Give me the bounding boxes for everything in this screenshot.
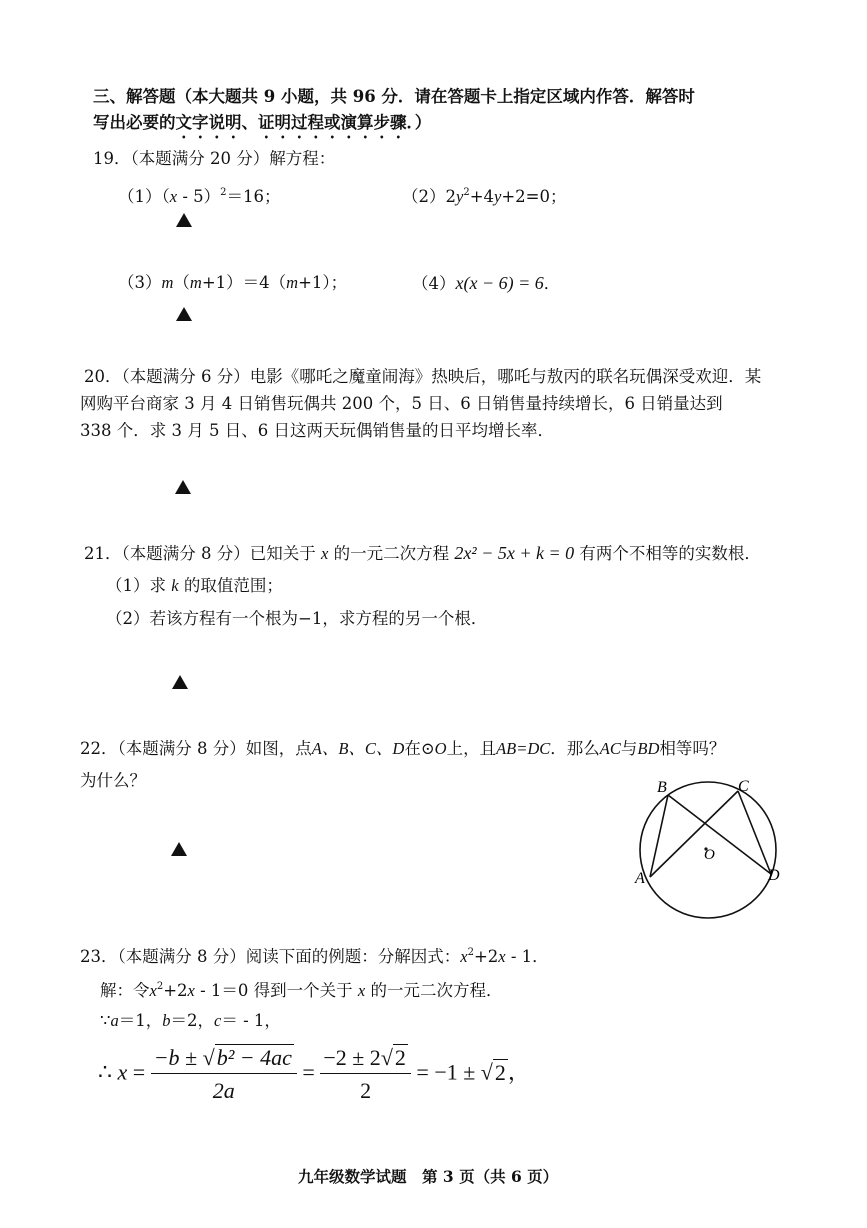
q21-part-1: [106, 575, 283, 597]
q19-p1-var: x: [169, 187, 178, 206]
q19-title: 19．（本题满分 20 分）解方程：: [93, 149, 336, 168]
section-heading-line-2: [93, 112, 431, 142]
label-a: A: [635, 870, 645, 887]
q23-l2-b: +2: [163, 981, 188, 1000]
fraction-numeric-den: 2: [360, 1078, 372, 1103]
q23-line-3: [100, 1010, 281, 1032]
q20-line-1: 20．（本题满分 6 分）电影《哪吒之魔童闹海》热映后，哪吒与敖丙的联名玩偶深受欢迎．某: [84, 367, 762, 386]
q22-l1-d: ．那么: [550, 739, 600, 758]
formula-eq-1: =: [127, 1059, 151, 1085]
answer-triangle-icon: [172, 675, 188, 689]
circle-figure: [620, 770, 800, 930]
fraction-quadratic-den: 2a: [212, 1078, 235, 1103]
segment-ac: [650, 791, 738, 877]
q21-part-2: （2）若该方程有一个根为−1，求方程的另一个根．: [106, 609, 488, 628]
q23-l1-b: +2: [473, 947, 499, 966]
q23-l1-c: - 1．: [505, 947, 549, 966]
q23-l2-c: - 1＝0 得到一个关于: [194, 981, 353, 1000]
q22-line-2: 为什么？: [80, 771, 146, 790]
q23-line-2: [100, 976, 503, 1002]
q19-p3-c: +1）＝4（: [201, 273, 287, 292]
answer-triangle-icon: [176, 213, 192, 227]
q19-p2-b: +4: [469, 187, 495, 206]
q23-l3-cv: c: [214, 1011, 222, 1030]
q19-p3-b: （: [173, 273, 190, 292]
q23-l3-b: ＝1，: [118, 1011, 163, 1030]
q19-p1-b: - 5）: [177, 187, 221, 206]
section-heading-line-1: 三、解答题（本大题共 9 小题，共 96 分．请在答题卡上指定区域内作答．解答时: [93, 87, 695, 106]
q19-p1-a: （1）（: [118, 187, 170, 206]
page-footer: 九年级数学试题 第 3 页（共 6 页）: [298, 1167, 559, 1186]
q23-l1-x2: x: [498, 947, 506, 966]
q23-l2-x3: x: [357, 981, 366, 1000]
f1-num-a: −b ±: [153, 1045, 203, 1070]
section-heading-2c: ．）: [406, 113, 432, 132]
answer-triangle-icon: [171, 842, 187, 856]
q23-line-1: [80, 942, 549, 968]
q23-l3-d: ＝ - 1，: [221, 1011, 281, 1030]
f2-num-sqrt: 2: [394, 1045, 406, 1070]
q19-p3-a: （3）: [118, 273, 162, 292]
q22-l1-c: 上，且: [446, 739, 497, 758]
fraction-numeric-num: −2 ± 2√2: [320, 1045, 411, 1074]
q19-p1-c: ＝16；: [226, 187, 281, 206]
therefore-sign: ∴: [98, 1059, 118, 1085]
q19-part-4: [412, 272, 560, 295]
q21-l1-a: 21．（本题满分 8 分）已知关于: [84, 544, 316, 563]
q21-l1-b: 的一元二次方程: [333, 544, 450, 563]
q19-part-1: [118, 182, 281, 208]
q20-line-2: 网购平台商家 3 月 4 日销售玩偶共 200 个，5 日、6 日销售量持续增长，6 日销量达到: [80, 394, 723, 413]
q19-p3-m3: m: [286, 273, 299, 292]
q20-line-3: 338 个．求 3 月 5 日、6 日这两天玩偶销售量的日平均增长率．: [80, 421, 554, 440]
q19-part-2: [402, 182, 567, 208]
q19-p4-expr: x(x − 6) = 6: [455, 273, 544, 293]
f1-num-sqrt: b² − 4ac: [216, 1045, 292, 1070]
q23-l3-a: ∵: [100, 1011, 111, 1030]
q22-l1-o: O: [434, 739, 447, 758]
formula-eq-2: =: [302, 1059, 321, 1085]
q22-l1-a: 22．（本题满分 8 分）如图，点: [80, 739, 312, 758]
q23-l1-x: x: [460, 947, 468, 966]
segment-ab: [650, 795, 668, 877]
label-b: B: [657, 779, 667, 796]
q23-l2-a: 解：令: [100, 981, 150, 1000]
answer-triangle-icon: [176, 307, 192, 321]
q23-l3-c: ＝2，: [170, 1011, 214, 1030]
q19-p2-a: （2）2: [402, 187, 456, 206]
q21-line-1: [84, 542, 761, 565]
q19-p2-exp: 2: [463, 187, 470, 198]
formula-result-sqrt: 2: [494, 1059, 506, 1085]
q22-l1-eq: AB=DC: [496, 739, 551, 758]
q23-l3-bv: b: [162, 1011, 171, 1030]
section-heading-2b: 文字说明、证明过程或演算步骤: [175, 113, 407, 132]
fraction-numeric: [320, 1045, 411, 1104]
fraction-quadratic: [151, 1045, 297, 1104]
q22-line-1: [80, 738, 725, 760]
formula-x: x: [117, 1059, 128, 1085]
f2-num-a: −2 ± 2: [323, 1045, 381, 1070]
q19-part-3: [118, 272, 347, 294]
q22-l1-pts: A、B、C、D: [311, 739, 405, 758]
formula-result-a: −1 ±: [434, 1059, 481, 1085]
q23-l1-a: 23．（本题满分 8 分）阅读下面的例题：分解因式：: [80, 947, 461, 966]
q21-p1-k: k: [171, 576, 179, 595]
q22-l1-f: 相等吗？: [659, 739, 726, 758]
q19-p3-m2: m: [189, 273, 202, 292]
q19-p3-m: m: [161, 273, 174, 292]
fraction-quadratic-num: −b ± √b² − 4ac: [151, 1045, 297, 1074]
q23-l3-av: a: [110, 1011, 119, 1030]
q21-l1-x: x: [320, 544, 329, 563]
q21-l1-eq: 2x² − 5x + k = 0: [454, 543, 575, 563]
section-heading-2a: 写出必要的: [93, 113, 176, 132]
q23-l1-exp: 2: [467, 947, 474, 958]
q22-l1-ac: AC: [599, 739, 621, 758]
q21-p1-a: （1）求: [106, 576, 166, 595]
q22-l1-bd: BD: [637, 739, 660, 758]
formula-end: ，: [507, 1059, 530, 1085]
label-o: O: [704, 847, 715, 863]
q19-p2-c: +2=0；: [501, 187, 567, 206]
label-c: C: [738, 778, 749, 795]
q19-p2-y2: y: [494, 187, 502, 206]
q23-l2-d: 的一元二次方程．: [370, 981, 503, 1000]
q23-l2-exp: 2: [156, 981, 164, 992]
formula-eq-3: =: [416, 1059, 435, 1085]
q22-l1-b: 在⊙: [404, 739, 435, 758]
q21-l1-c: 有两个不相等的实数根．: [579, 544, 761, 563]
label-d: D: [768, 867, 780, 884]
q23-l2-x: x: [149, 981, 157, 1000]
q19-p1-exp: 2: [220, 187, 227, 198]
q23-l2-x2: x: [187, 981, 195, 1000]
q19-p4-end: ．: [543, 274, 561, 293]
answer-triangle-icon: [175, 480, 191, 494]
q23-formula: ∴ x = $\frac{\text{−b ± √b² − 4ac}}{2a}$ = $\frac{-2 \pm 2√2}{2}$ = −1 ± √2，: [98, 1045, 530, 1103]
q22-l1-e: 与: [620, 739, 638, 758]
q19-p2-y: y: [456, 187, 464, 206]
q19-p3-d: +1）；: [298, 273, 348, 292]
q21-p1-b: 的取值范围；: [183, 576, 283, 595]
q19-p4-a: （4）: [412, 274, 456, 293]
